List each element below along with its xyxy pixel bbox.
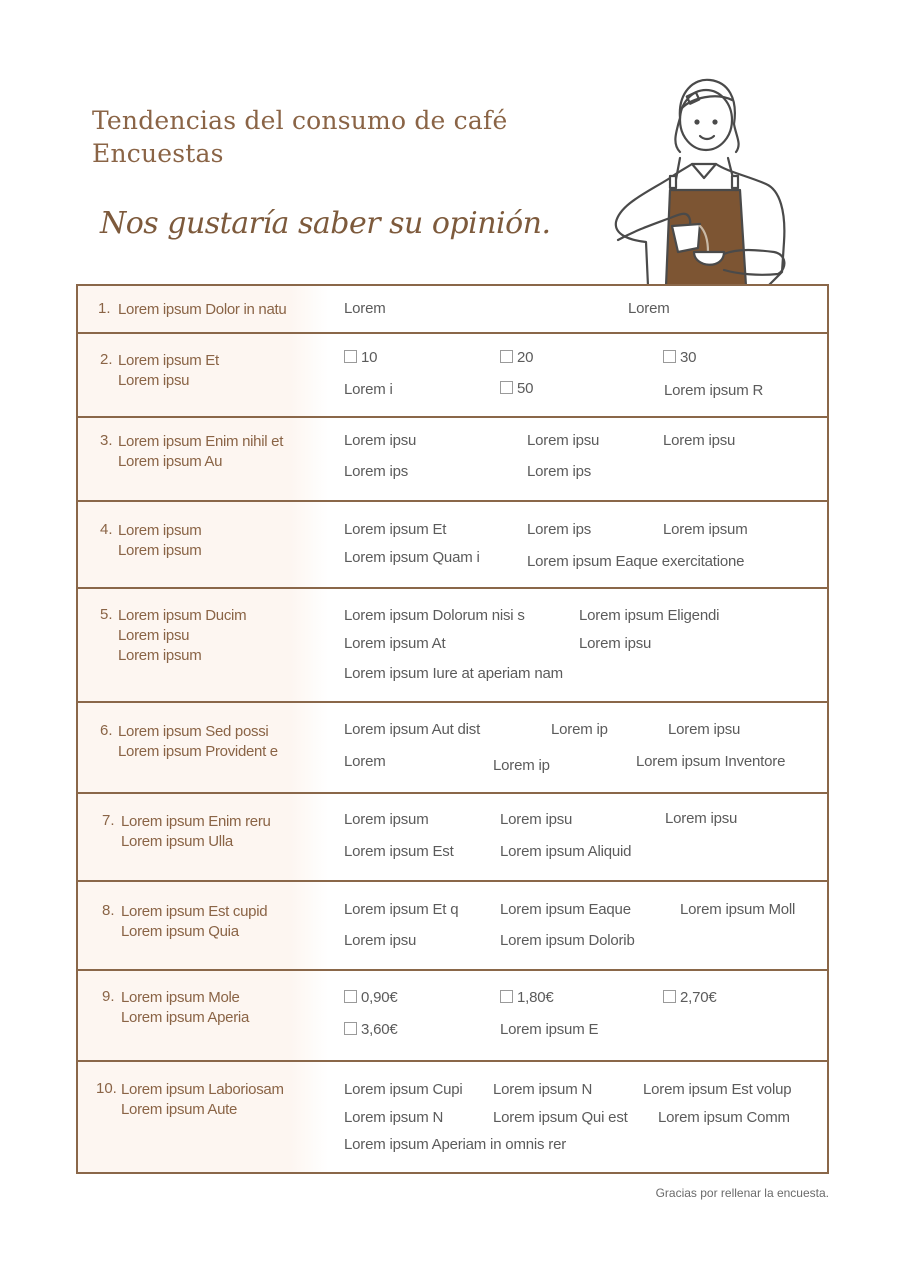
question-text: Lorem ipsum [118, 522, 202, 539]
question-text: Lorem ipsum Quia [121, 923, 239, 940]
question-row-3 [78, 418, 827, 502]
answer-option[interactable]: Lorem ipsu [344, 932, 417, 949]
question-cell [78, 418, 328, 500]
option-label: 10 [361, 349, 378, 366]
question-text: Lorem ipsum Mole [121, 989, 240, 1006]
answer-option[interactable]: Lorem ipsum Est volup [643, 1081, 792, 1098]
answer-cell [328, 502, 827, 587]
answer-cell [328, 286, 827, 332]
question-row-7 [78, 794, 827, 882]
answer-option[interactable] [500, 380, 533, 397]
question-number: 2. [100, 351, 113, 368]
title-line-1: Tendencias del consumo de café [92, 106, 508, 135]
question-cell [78, 334, 328, 416]
answer-option[interactable]: Lorem ipsum Aliquid [500, 843, 632, 860]
answer-option[interactable]: Lorem ipsum Et q [344, 901, 459, 918]
answer-option[interactable]: Lorem ipsum Moll [680, 901, 796, 918]
answer-option[interactable]: Lorem [344, 300, 386, 317]
title-line-2: Encuestas [92, 139, 224, 168]
answer-option[interactable]: Lorem ipsum Eligendi [579, 607, 720, 624]
answer-option[interactable]: Lorem ipsum At [344, 635, 446, 652]
answer-cell [328, 703, 827, 792]
answer-option[interactable]: Lorem ips [527, 521, 592, 538]
question-cell [78, 882, 328, 969]
question-text: Lorem ipsum Sed possi [118, 723, 269, 740]
checkbox[interactable] [500, 990, 513, 1003]
answer-option[interactable] [344, 1021, 398, 1038]
question-row-2 [78, 334, 827, 418]
answer-option[interactable] [344, 349, 377, 366]
question-row-5 [78, 589, 827, 703]
answer-option[interactable]: Lorem ipsum Dolorib [500, 932, 635, 949]
question-text: Lorem ipsum [118, 647, 202, 664]
question-text: Lorem ipsu [118, 627, 190, 644]
answer-option[interactable]: Lorem ipsum Quam i [344, 549, 480, 566]
question-text: Lorem ipsum Provident e [118, 743, 278, 760]
footer-thanks: Gracias por rellenar la encuesta. [655, 1186, 829, 1200]
question-number: 5. [100, 606, 113, 623]
answer-option[interactable]: Lorem ipsum Cupi [344, 1081, 463, 1098]
answer-option[interactable]: Lorem ipsum Comm [658, 1109, 790, 1126]
answer-option[interactable] [500, 989, 554, 1006]
question-text: Lorem ipsum Dolor in natu [118, 301, 287, 318]
answer-option[interactable]: Lorem ipsum Eaque [500, 901, 631, 918]
document-title [92, 104, 507, 170]
option-label: 20 [517, 349, 534, 366]
question-cell [78, 589, 328, 701]
answer-option[interactable]: Lorem ipsum Iure at aperiam nam [344, 665, 563, 682]
option-label: 50 [517, 380, 534, 397]
answer-option[interactable]: Lorem ipsum N [493, 1081, 593, 1098]
question-text: Lorem ipsum Et [118, 352, 219, 369]
question-row-8 [78, 882, 827, 971]
question-number: 6. [100, 722, 113, 739]
question-number: 7. [102, 812, 115, 829]
answer-option[interactable] [344, 989, 398, 1006]
question-number: 10. [96, 1080, 117, 1097]
question-text: Lorem ipsum Ulla [121, 833, 233, 850]
question-text: Lorem ipsum Laboriosam [121, 1081, 284, 1098]
question-cell [78, 1062, 328, 1172]
question-cell [78, 971, 328, 1060]
question-number: 4. [100, 521, 113, 538]
question-number: 9. [102, 988, 115, 1005]
option-label: 0,90€ [361, 989, 398, 1006]
answer-option[interactable]: Lorem ipsum N [344, 1109, 444, 1126]
question-cell [78, 286, 328, 332]
question-text: Lorem ipsum Au [118, 453, 223, 470]
option-label: 3,60€ [361, 1021, 398, 1038]
answer-option[interactable] [663, 989, 717, 1006]
answer-option[interactable]: Lorem ipsum Eaque exercitatione [527, 553, 745, 570]
answer-option[interactable]: Lorem [628, 300, 670, 317]
answer-option[interactable]: Lorem ipsu [527, 432, 600, 449]
checkbox[interactable] [500, 350, 513, 363]
answer-option[interactable]: Lorem ips [344, 463, 409, 480]
checkbox[interactable] [663, 350, 676, 363]
question-cell [78, 502, 328, 587]
question-text: Lorem ipsu [118, 372, 190, 389]
answer-option[interactable]: Lorem ipsum R [664, 382, 764, 399]
answer-cell [328, 971, 827, 1060]
answer-option[interactable]: Lorem ipsum Et [344, 521, 447, 538]
answer-cell [328, 589, 827, 701]
answer-cell [328, 334, 827, 416]
answer-cell [328, 794, 827, 880]
checkbox[interactable] [344, 350, 357, 363]
answer-option[interactable]: Lorem ipsu [668, 721, 741, 738]
answer-option[interactable]: Lorem ipsu [663, 432, 736, 449]
question-row-6 [78, 703, 827, 794]
checkbox[interactable] [500, 381, 513, 394]
question-text: Lorem ipsum [118, 542, 202, 559]
answer-option[interactable]: Lorem ipsum Aut dist [344, 721, 481, 738]
question-text: Lorem ipsum Aute [121, 1101, 238, 1118]
answer-option[interactable]: Lorem ip [551, 721, 608, 738]
answer-option[interactable]: Lorem i [344, 381, 393, 398]
answer-option[interactable]: Lorem ipsum [663, 521, 748, 538]
answer-option[interactable]: Lorem [344, 753, 386, 770]
question-cell [78, 794, 328, 880]
answer-option[interactable]: Lorem ipsum Qui est [493, 1109, 628, 1126]
question-text: Lorem ipsum Enim reru [121, 813, 271, 830]
option-label: 2,70€ [680, 989, 717, 1006]
question-row-9 [78, 971, 827, 1062]
question-number: 8. [102, 902, 115, 919]
option-label: 1,80€ [517, 989, 554, 1006]
question-row-10 [78, 1062, 827, 1172]
answer-option[interactable] [663, 349, 696, 366]
answer-option[interactable]: Lorem ipsu [665, 810, 738, 827]
checkbox[interactable] [344, 990, 357, 1003]
question-row-1 [78, 286, 827, 334]
checkbox[interactable] [663, 990, 676, 1003]
answer-cell [328, 882, 827, 969]
question-number: 1. [98, 300, 111, 317]
barista-illustration-icon [608, 72, 798, 286]
answer-option[interactable]: Lorem ipsu [579, 635, 652, 652]
question-text: Lorem ipsum Aperia [121, 1009, 249, 1026]
answer-option[interactable]: Lorem ipsum E [500, 1021, 599, 1038]
answer-option[interactable]: Lorem ip [493, 757, 550, 774]
question-text: Lorem ipsum Ducim [118, 607, 247, 624]
answer-option[interactable]: Lorem ipsum Aperiam in omnis rer [344, 1136, 567, 1153]
answer-option[interactable]: Lorem ipsum Dolorum nisi s [344, 607, 525, 624]
question-cell [78, 703, 328, 792]
checkbox[interactable] [344, 1022, 357, 1035]
answer-option[interactable] [500, 349, 533, 366]
answer-option[interactable]: Lorem ips [527, 463, 592, 480]
answer-cell [328, 1062, 827, 1172]
question-number: 3. [100, 432, 113, 449]
question-text: Lorem ipsum Enim nihil et [118, 433, 284, 450]
answer-option[interactable]: Lorem ipsu [500, 811, 573, 828]
answer-option[interactable]: Lorem ipsum [344, 811, 429, 828]
question-row-4 [78, 502, 827, 589]
answer-option[interactable]: Lorem ipsum Inventore [636, 753, 786, 770]
answer-option[interactable]: Lorem ipsum Est [344, 843, 454, 860]
answer-option[interactable]: Lorem ipsu [344, 432, 417, 449]
answer-cell [328, 418, 827, 500]
question-text: Lorem ipsum Est cupid [121, 903, 268, 920]
option-label: 30 [680, 349, 697, 366]
survey-table [76, 284, 829, 1174]
subtitle: Nos gustaría saber su opinión. [100, 206, 551, 241]
